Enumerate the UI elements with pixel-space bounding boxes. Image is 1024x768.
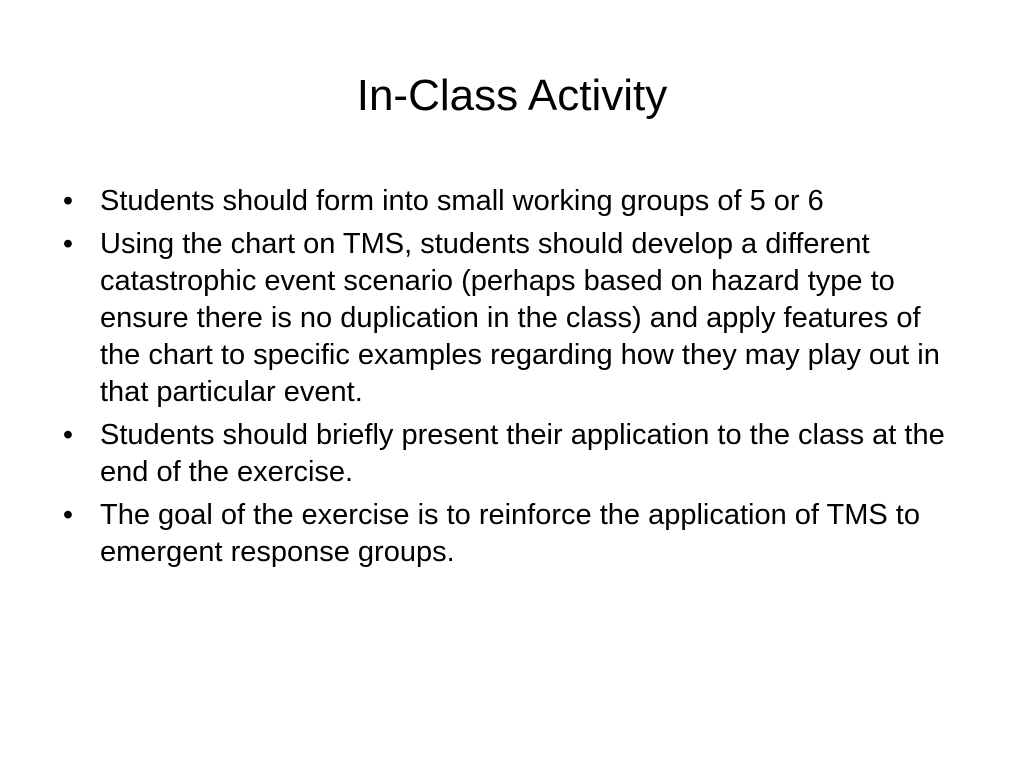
- bullet-icon: •: [62, 228, 74, 260]
- bullet-text: Students should form into small working groups of 5 or 6: [100, 185, 824, 217]
- bullet-icon: •: [62, 499, 74, 531]
- bullet-item: [58, 497, 958, 571]
- bullet-icon: •: [62, 185, 74, 217]
- bullet-icon: •: [62, 419, 74, 451]
- bullet-item: [58, 183, 958, 220]
- bullet-text: The goal of the exercise is to reinforce the application of TMS to emergent response groups.: [100, 499, 920, 568]
- bullet-text: Using the chart on TMS, students should develop a different catastrophic event scenario (perhaps based on hazard type to ensure there is no duplication in the class) and apply features of the chart to specific examples regarding how they may play out in that particular event.: [100, 228, 940, 408]
- bullet-item: [58, 226, 958, 411]
- bullet-list: [58, 183, 958, 577]
- bullet-text: Students should briefly present their application to the class at the end of the exercise.: [100, 419, 945, 488]
- slide-title: In-Class Activity: [356, 71, 668, 120]
- bullet-item: [58, 417, 958, 491]
